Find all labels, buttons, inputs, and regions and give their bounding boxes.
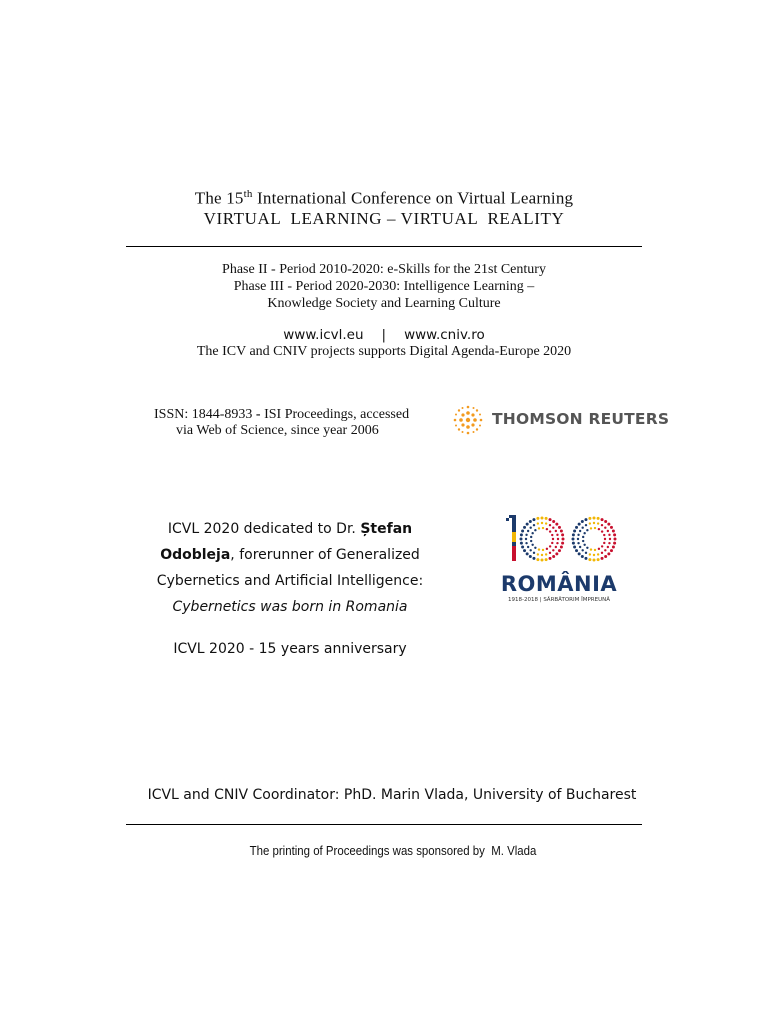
emblem-dot bbox=[578, 552, 581, 555]
emblem-dot bbox=[556, 542, 558, 544]
emblem-dot bbox=[538, 548, 540, 550]
conference-subtitle: VIRTUAL LEARNING – VIRTUAL REALITY bbox=[203, 209, 565, 228]
title-ordinal-suffix: th bbox=[243, 188, 253, 200]
emblem-dot bbox=[581, 520, 584, 523]
issn-line2: via Web of Science, since year 2006 bbox=[176, 423, 379, 438]
emblem-dot bbox=[597, 522, 599, 524]
emblem-dot bbox=[594, 527, 596, 529]
emblem-dot bbox=[552, 520, 555, 523]
emblem-dot bbox=[582, 536, 584, 538]
emblem-dot bbox=[525, 538, 527, 540]
dedication-line4: Cybernetics was born in Romania bbox=[172, 599, 408, 615]
emblem-dot bbox=[584, 518, 587, 521]
emblem-dot bbox=[573, 546, 576, 549]
emblem-dot bbox=[586, 529, 588, 531]
emblem-dot bbox=[609, 538, 611, 540]
conference-title: The 15th International Conference on Virtual Learning bbox=[194, 188, 574, 208]
phase-two-text: Phase II - Period 2010-2020: e-Skills for the 21st Century bbox=[222, 262, 546, 277]
emblem-dot bbox=[531, 544, 533, 546]
emblem-dot bbox=[572, 538, 575, 541]
emblem-dot bbox=[607, 530, 609, 532]
emblem-dot bbox=[549, 530, 551, 532]
emblem-dot bbox=[549, 545, 551, 547]
emblem-dot bbox=[578, 523, 581, 526]
emblem-dot bbox=[582, 540, 584, 542]
emblem-dot bbox=[601, 557, 604, 560]
emblem-dot bbox=[608, 534, 610, 536]
emblem-dot bbox=[601, 518, 604, 521]
emblem-dot bbox=[593, 554, 595, 556]
emblem-dot bbox=[608, 542, 610, 544]
projects-statement: The ICV and CNIV projects supports Digital Agenda-Europe 2020 bbox=[196, 344, 572, 359]
emblem-dot bbox=[520, 538, 523, 541]
emblem-dot bbox=[581, 526, 583, 528]
emblem-dot bbox=[525, 534, 527, 536]
emblem-dot bbox=[586, 547, 588, 549]
emblem-dot bbox=[546, 528, 548, 530]
emblem-dot bbox=[523, 549, 526, 552]
emblem-dot bbox=[584, 557, 587, 560]
emblem-dot bbox=[545, 517, 548, 520]
emblem-dot bbox=[590, 527, 592, 529]
emblem-dot bbox=[604, 520, 607, 523]
emblem-dot bbox=[525, 542, 527, 544]
emblem-dot bbox=[542, 527, 544, 529]
emblem-dot bbox=[601, 545, 603, 547]
emblem-dot bbox=[521, 529, 524, 532]
emblem-dot bbox=[607, 546, 609, 548]
emblem-dot bbox=[529, 520, 532, 523]
emblem-dot bbox=[614, 538, 617, 541]
emblem-dot bbox=[552, 555, 555, 558]
emblem-dot bbox=[612, 546, 615, 549]
emblem-dot bbox=[552, 549, 554, 551]
cniv-link[interactable]: www.cniv.ro bbox=[404, 327, 485, 343]
emblem-dot bbox=[552, 538, 554, 540]
emblem-dot bbox=[555, 552, 558, 555]
emblem-dot bbox=[526, 523, 529, 526]
thomson-reuters-dot-sphere-icon bbox=[452, 404, 484, 436]
emblem-dot bbox=[561, 533, 564, 536]
emblem-dot bbox=[597, 553, 599, 555]
emblem-dot bbox=[597, 558, 600, 561]
emblem-dot bbox=[613, 533, 616, 536]
emblem-dot bbox=[607, 523, 610, 526]
emblem-dot bbox=[533, 552, 535, 554]
thomson-reuters-logo bbox=[452, 404, 670, 436]
emblem-dot bbox=[607, 552, 610, 555]
emblem-dot bbox=[610, 526, 613, 529]
emblem-dot bbox=[556, 534, 558, 536]
emblem-dot bbox=[529, 549, 531, 551]
coordinator-text: ICVL and CNIV Coordinator: PhD. Marin Vlada, University of Bucharest bbox=[147, 787, 637, 803]
emblem-dot bbox=[532, 557, 535, 560]
romania-wordmark: ROMÂNIA bbox=[500, 572, 618, 596]
emblem-dot bbox=[588, 517, 591, 520]
emblem-dot bbox=[530, 536, 532, 538]
link-separator: | bbox=[381, 327, 387, 343]
issn-line1: ISSN: 1844-8933 - ISI Proceedings, accessed bbox=[154, 407, 410, 422]
emblem-dot bbox=[546, 548, 548, 550]
emblem-dot bbox=[581, 555, 584, 558]
emblem-dot bbox=[537, 522, 539, 524]
emblem-dot bbox=[549, 552, 551, 554]
emblem-dot bbox=[533, 524, 535, 526]
emblem-dot bbox=[561, 542, 564, 545]
emblem-dot bbox=[555, 523, 558, 526]
emblem-dot bbox=[537, 553, 539, 555]
emblem-dot bbox=[562, 538, 565, 541]
emblem-dot bbox=[594, 549, 596, 551]
emblem-dot bbox=[573, 529, 576, 532]
emblem-dot bbox=[541, 559, 544, 562]
emblem-dot bbox=[521, 546, 524, 549]
emblem-dot bbox=[552, 526, 554, 528]
emblem-dot bbox=[589, 522, 591, 524]
emblem-dot bbox=[588, 558, 591, 561]
emblem-dot bbox=[604, 549, 606, 551]
icvl-link[interactable]: www.icvl.eu bbox=[283, 327, 364, 343]
emblem-dot bbox=[541, 554, 543, 556]
emblem-dot bbox=[555, 546, 557, 548]
phase-three-text-line2: Knowledge Society and Learning Culture bbox=[267, 296, 501, 311]
phase-three-text-line1: Phase III - Period 2020-2030: Intelligence Learning – bbox=[233, 279, 535, 294]
emblem-dot bbox=[601, 524, 603, 526]
emblem-dot bbox=[541, 517, 544, 520]
dedication-line1: ICVL 2020 dedicated to Dr. Ștefan bbox=[167, 521, 413, 537]
emblem-dot bbox=[601, 530, 603, 532]
bottom-divider bbox=[126, 824, 642, 825]
emblem-dot bbox=[572, 542, 575, 545]
emblem-dot bbox=[583, 544, 585, 546]
emblem-dot bbox=[585, 524, 587, 526]
emblem-dot bbox=[603, 542, 605, 544]
emblem-dot bbox=[557, 538, 559, 540]
emblem-dot bbox=[601, 552, 603, 554]
emblem-dot bbox=[551, 542, 553, 544]
emblem-dot bbox=[541, 522, 543, 524]
emblem-dot bbox=[604, 526, 606, 528]
emblem-dot bbox=[542, 549, 544, 551]
emblem-dot bbox=[585, 552, 587, 554]
emblem-dot bbox=[604, 538, 606, 540]
emblem-dot bbox=[531, 532, 533, 534]
emblem-dot bbox=[612, 529, 615, 532]
emblem-dot bbox=[577, 542, 579, 544]
emblem-dot bbox=[610, 549, 613, 552]
romania-100-emblem-icon bbox=[500, 512, 624, 572]
emblem-dot bbox=[551, 534, 553, 536]
emblem-dot bbox=[577, 534, 579, 536]
emblem-dot bbox=[545, 522, 547, 524]
emblem-dot bbox=[529, 526, 531, 528]
emblem-dot bbox=[532, 518, 535, 521]
emblem-dot bbox=[526, 552, 529, 555]
emblem-dot bbox=[523, 526, 526, 529]
emblem-dot bbox=[520, 533, 523, 536]
website-links bbox=[0, 327, 768, 343]
dedication-line3: Cybernetics and Artificial Intelligence: bbox=[156, 573, 424, 589]
emblem-dot bbox=[593, 559, 596, 562]
emblem-dot bbox=[581, 549, 583, 551]
emblem-dot bbox=[558, 526, 561, 529]
emblem-dot bbox=[604, 555, 607, 558]
emblem-dot bbox=[593, 522, 595, 524]
emblem-dot bbox=[579, 546, 581, 548]
emblem-dot bbox=[520, 542, 523, 545]
emblem-dot bbox=[575, 526, 578, 529]
emblem-dot bbox=[527, 530, 529, 532]
emblem-dot bbox=[613, 542, 616, 545]
emblem-dot bbox=[558, 549, 561, 552]
thomson-reuters-wordmark: THOMSON REUTERS bbox=[492, 410, 670, 428]
emblem-dot bbox=[577, 538, 579, 540]
emblem-dot bbox=[555, 530, 557, 532]
emblem-dot bbox=[593, 517, 596, 520]
emblem-dot bbox=[527, 546, 529, 548]
romania-100-logo bbox=[500, 512, 624, 612]
dedication-line2: Odobleja, forerunner of Generalized bbox=[160, 547, 420, 563]
emblem-dot bbox=[538, 527, 540, 529]
sponsor-text: The printing of Proceedings was sponsored by M. Vlada bbox=[249, 843, 537, 858]
emblem-dot bbox=[579, 530, 581, 532]
emblem-dot bbox=[598, 548, 600, 550]
emblem-dot bbox=[560, 529, 563, 532]
emblem-dot bbox=[549, 524, 551, 526]
romania-centenary-caption: 1918-2018 | SĂRBĂTORIM ÎMPREUNĂ bbox=[507, 597, 611, 603]
emblem-dot bbox=[549, 518, 552, 521]
emblem-dot bbox=[534, 547, 536, 549]
anniversary-text: ICVL 2020 - 15 years anniversary bbox=[173, 641, 407, 657]
top-divider bbox=[126, 246, 642, 247]
emblem-dot bbox=[598, 528, 600, 530]
emblem-dot bbox=[583, 532, 585, 534]
emblem-dot bbox=[530, 540, 532, 542]
emblem-dot bbox=[597, 517, 600, 520]
emblem-dot bbox=[589, 553, 591, 555]
emblem-dot bbox=[572, 533, 575, 536]
emblem-dot bbox=[545, 553, 547, 555]
emblem-dot bbox=[536, 517, 539, 520]
emblem-dot bbox=[536, 558, 539, 561]
emblem-dot bbox=[534, 529, 536, 531]
emblem-dot bbox=[603, 534, 605, 536]
emblem-dot bbox=[590, 548, 592, 550]
emblem-dot bbox=[529, 555, 532, 558]
emblem-dot bbox=[560, 546, 563, 549]
emblem-dot bbox=[549, 557, 552, 560]
emblem-dot bbox=[575, 549, 578, 552]
emblem-dot bbox=[545, 558, 548, 561]
